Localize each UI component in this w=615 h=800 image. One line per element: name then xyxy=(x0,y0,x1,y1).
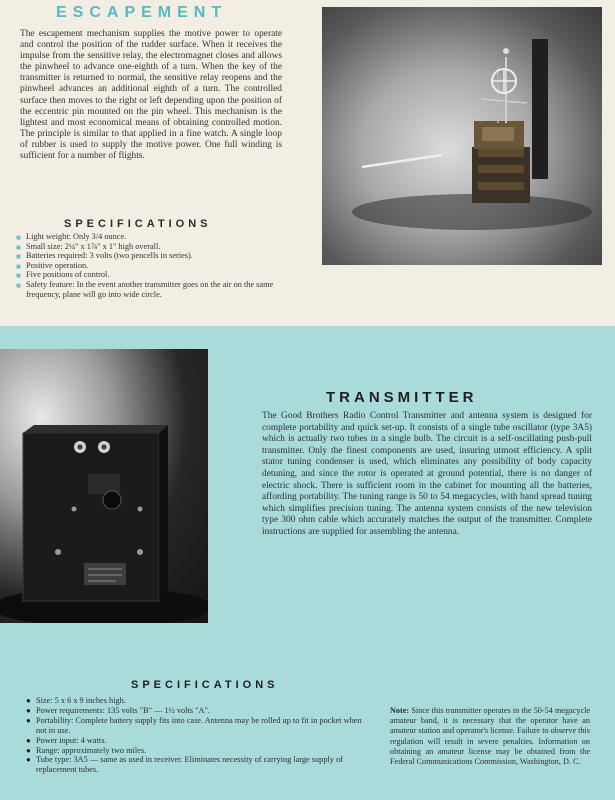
spec-text: Range: approximately two miles. xyxy=(36,745,147,755)
spec-text: Size: 5 x 6 x 9 inches high. xyxy=(36,696,126,705)
list-item xyxy=(26,736,366,746)
spec-text: Light weight: Only 3/4 ounce. xyxy=(26,232,127,241)
bullet-icon: ■ xyxy=(16,261,21,271)
list-item xyxy=(16,242,288,252)
bullet-icon: ■ xyxy=(16,271,21,281)
list-item xyxy=(16,280,288,299)
list-item xyxy=(26,746,366,756)
list-item xyxy=(26,706,366,716)
bullet-icon: ■ xyxy=(16,242,21,252)
spec-text: Portability: Complete battery supply fits into case. Antenna may be rolled up to fit in pocket when not in use. xyxy=(36,715,362,735)
spec-text: Power input: 4 watts. xyxy=(36,735,107,745)
escapement-photo xyxy=(322,7,602,265)
spec-text: Tube type: 3A5 — same as used in receiver. Eliminates necessity of carrying large supply of replacement tubes. xyxy=(36,755,343,775)
list-item xyxy=(16,232,288,242)
bullet-icon: ■ xyxy=(16,252,21,262)
list-item xyxy=(16,270,288,280)
license-note xyxy=(390,706,590,767)
bullet-icon: ● xyxy=(26,696,31,705)
escapement-specs-heading: SPECIFICATIONS xyxy=(64,218,212,230)
spec-text: Safety feature: In the event another transmitter goes on the air on the same frequency, plane will go into wide circle. xyxy=(26,279,274,299)
escapement-heading: ESCAPEMENT xyxy=(56,4,228,21)
bullet-icon: ● xyxy=(26,735,31,745)
note-text: Since this transmitter operates in the 50-54 megacycle amateur band, it is necessary that the operator have an amateur station and operator's license. Failure to observe this regulation will result in severe penalties. Information on obtaining an amateur license may be obtained from the Federal Communications Commission, Washington, D. C. xyxy=(390,706,590,767)
spec-text: Five positions of control. xyxy=(26,270,110,280)
escapement-description: The escapement mechanism supplies the motive power to operate and control the position of the rudder surface. When it receives the impulse from the sensitive relay, the electromagnet closes and allows the pinwheel to advance one-eighth of a turn. When the key of the transmitter is returned to normal, the sensitive relay reopens and the pinwheel advances an additional eighth of a turn. The controlled surface then moves to the right or left depending upon the position of the eccentric pin mounted on the pin wheel. This mechanism is the lightest and most economical means of obtaining controlled motion. The principle is similar to that applied in a fine watch. A single loop of rubber is used to supply the motive power. One full winding is sufficient for a number of flights. xyxy=(20,29,282,162)
spec-text: Batteries required: 3 volts (two pencells in series). xyxy=(26,251,193,261)
escapement-specs-list xyxy=(16,232,288,299)
bullet-icon: ● xyxy=(26,755,31,765)
list-item xyxy=(26,755,366,775)
list-item xyxy=(26,696,366,706)
transmitter-specs-list xyxy=(26,696,366,775)
spec-text: Positive operation. xyxy=(26,260,89,270)
transmitter-specs-heading: SPECIFICATIONS xyxy=(131,679,279,691)
list-item xyxy=(16,261,288,271)
escapement-mechanism-illustration xyxy=(322,7,602,265)
list-item xyxy=(26,716,366,736)
transmitter-photo xyxy=(0,349,208,623)
bullet-icon: ■ xyxy=(16,280,21,290)
list-item xyxy=(16,251,288,261)
bullet-icon: ● xyxy=(26,705,31,715)
spec-text: Small size: 2¼" x 1⅞" x 1" high overall. xyxy=(26,241,161,251)
bullet-icon: ■ xyxy=(16,233,21,242)
transmitter-box-illustration xyxy=(0,349,208,623)
note-label: Note: xyxy=(390,706,410,715)
transmitter-heading: TRANSMITTER xyxy=(326,389,478,406)
bullet-icon: ● xyxy=(26,745,31,755)
bullet-icon: ● xyxy=(26,715,31,725)
transmitter-description: The Good Brothers Radio Control Transmitter and antenna system is designed for complete portability and quick set-up. It consists of a single tube oscillator (type 3A5) which is actually two tubes in a single bulb. The circuit is a self-oscillating push-pull transmitter. Only the finest components are used, insuring utmost efficiency. A split stator tuning condenser is used, which eliminates any possibility of body capacity detuning, and since the rotor is operated at ground potential, there is no danger of electric shock. There is sufficient room in the cabinet for mounting all the batteries, affording portability. The tuning range is 50 to 54 megacycles, with band spread tuning which simplifies precision tuning. The antenna system consists of the new television type 300 ohm cable which accurately matches the output of the transmitter. Complete instructions are supplied for assembling the antenna. xyxy=(262,411,592,537)
spec-text: Power requirements: 135 volts "B" — 1½ volts "A". xyxy=(36,705,210,715)
